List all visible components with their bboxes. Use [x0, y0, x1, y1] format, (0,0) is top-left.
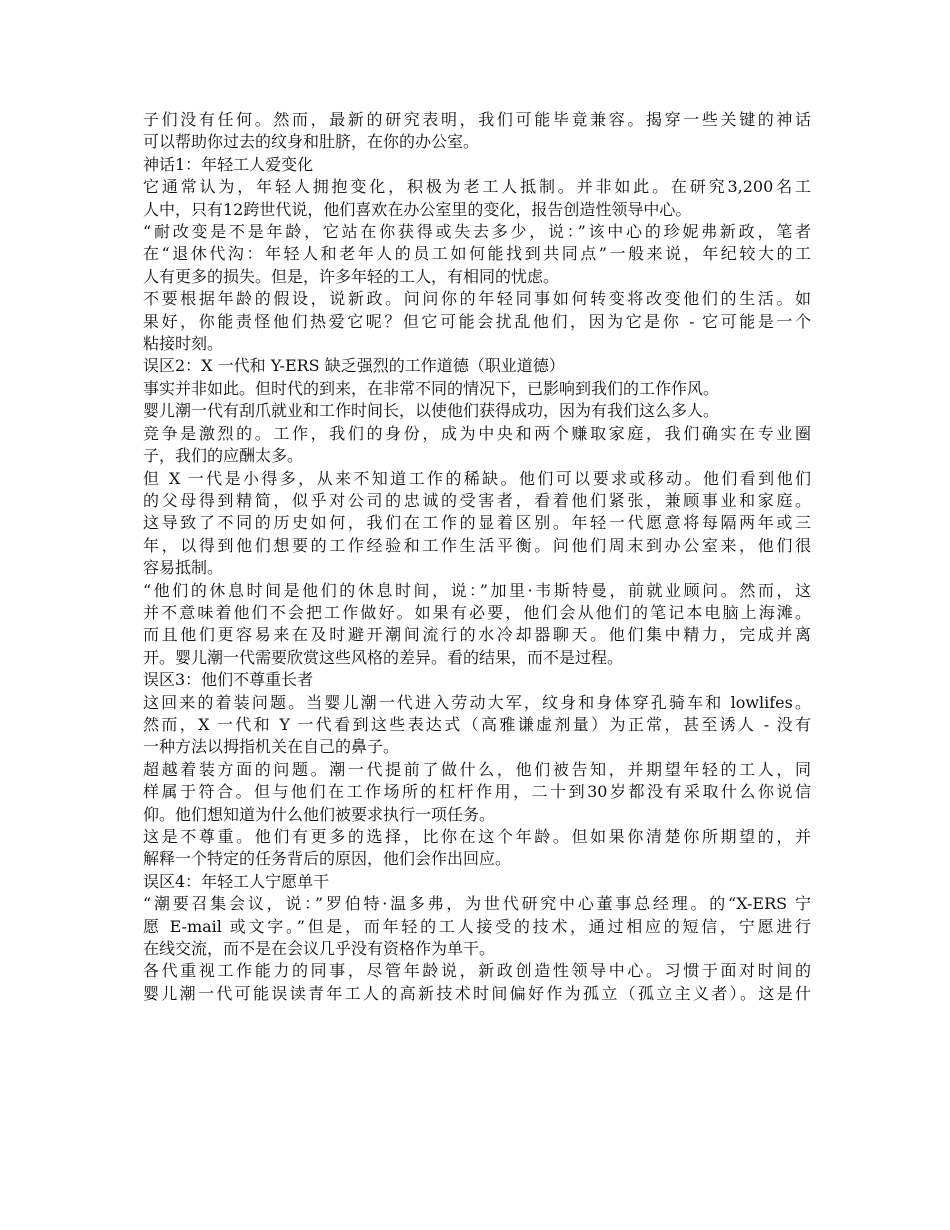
text-line: 然而，X 一代和 Y 一代看到这些表达式（高雅谦虚剂量）为正常，甚至诱人 - 没有 [143, 714, 811, 734]
text-line: 婴儿潮一代可能误读青年工人的高新技术时间偏好作为孤立（孤立主义者）。这是什 [143, 983, 811, 1003]
text-line: 在“退休代沟：年轻人和老年人的员工如何能找到共同点”一般来说，年纪较大的工 [143, 244, 811, 264]
text-line: 超越着装方面的问题。潮一代提前了做什么，他们被告知，并期望年轻的工人，同 [143, 759, 811, 779]
text-line: 神话1：年轻工人爱变化 [143, 154, 314, 174]
text-line: 而且他们更容易来在及时避开潮间流行的水冷却器聊天。他们集中精力，完成并离 [143, 625, 811, 645]
text-line: 果好，你能责怪他们热爱它呢？但它可能会扰乱他们，因为它是你 - 它可能是一个 [143, 311, 811, 331]
text-line: 粘接时刻。 [143, 334, 224, 354]
text-line: 误区3：他们不尊重长者 [143, 670, 314, 690]
text-line: 样属于符合。但与他们在工作场所的杠杆作用，二十到30岁都没有采取什么你说信 [143, 782, 811, 802]
text-line: 但 X 一代是小得多，从来不知道工作的稀缺。他们可以要求或移动。他们看到他们 [143, 468, 811, 488]
text-line: 解释一个特定的任务背后的原因，他们会作出回应。 [143, 849, 512, 869]
text-line: 人中，只有12跨世代说，他们喜欢在办公室里的变化，报告创造性领导中心。 [143, 199, 692, 219]
text-line: 人有更多的损失。但是，许多年轻的工人，有相同的忧虑。 [143, 266, 560, 286]
document-body [143, 109, 811, 1005]
text-line: 容易抵制。 [143, 558, 224, 578]
text-line: 可以帮助你过去的纹身和肚脐，在你的办公室。 [143, 132, 480, 152]
text-line: 这导致了不同的历史如何，我们在工作的显着区别。年轻一代愿意将每隔两年或三 [143, 513, 811, 533]
text-line: 事实并非如此。但时代的到来，在非常不同的情况下，已影响到我们的工作作风。 [143, 378, 720, 398]
text-line: 并不意味着他们不会把工作做好。如果有必要，他们会从他们的笔记本电脑上海滩。 [143, 602, 811, 622]
text-line: “他们的休息时间是他们的休息时间，说：”加里·韦斯特曼，前就业顾问。然而，这 [143, 580, 811, 600]
text-line: 这是不尊重。他们有更多的选择，比你在这个年龄。但如果你清楚你所期望的，并 [143, 827, 811, 846]
text-line: 它通常认为，年轻人拥抱变化，积极为老工人抵制。并非如此。在研究3,200名工 [143, 177, 811, 197]
text-line: 一种方法以拇指机关在自己的鼻子。 [143, 737, 400, 757]
text-line: 子，我们的应酬太多。 [143, 446, 304, 466]
text-line: 愿 E-mail 或文字。”但是，而年轻的工人接受的技术，通过相应的短信，宁愿进行 [143, 916, 811, 936]
text-line: 子们没有任何。然而，最新的研究表明，我们可能毕竟兼容。揭穿一些关键的神话 [143, 110, 811, 129]
text-line: 这回来的着装问题。当婴儿潮一代进入劳动大军，纹身和身体穿孔骑车和 lowlifes。 [143, 692, 811, 712]
text-line: 开。婴儿潮一代需要欣赏这些风格的差异。看的结果，而不是过程。 [143, 647, 624, 667]
text-line: 年，以得到他们想要的工作经验和工作生活平衡。问他们周末到办公室来，他们很 [143, 535, 811, 555]
text-line: 误区4：年轻工人宁愿单干 [143, 871, 330, 891]
text-line: 竞争是激烈的。工作，我们的身份，成为中央和两个赚取家庭，我们确实在专业圈 [143, 423, 811, 443]
text-line: “潮要召集会议，说：”罗伯特·温多弗，为世代研究中心董事总经理。的“X-ERS 宁 [143, 894, 811, 914]
text-line: 不要根据年龄的假设，说新政。问问你的年轻同事如何转变将改变他们的生活。如 [143, 289, 811, 309]
text-line: 误区2：X 一代和 Y-ERS 缺乏强烈的工作道德（职业道德） [143, 356, 565, 376]
text-line: 各代重视工作能力的同事，尽管年龄说，新政创造性领导中心。习惯于面对时间的 [143, 961, 811, 981]
text-line: 的父母得到精简，似乎对公司的忠诚的受害者，看着他们紧张，兼顾事业和家庭。 [143, 490, 811, 510]
text-line: 婴儿潮一代有刮爪就业和工作时间长，以使他们获得成功，因为有我们这么多人。 [143, 401, 720, 421]
text-line: 在线交流，而不是在会议几乎没有资格作为单干。 [143, 939, 496, 959]
text-line: “耐改变是不是年龄，它站在你获得或失去多少，说：”该中心的珍妮弗新政，笔者 [143, 222, 811, 242]
text-line: 仰。他们想知道为什么他们被要求执行一项任务。 [143, 804, 496, 824]
